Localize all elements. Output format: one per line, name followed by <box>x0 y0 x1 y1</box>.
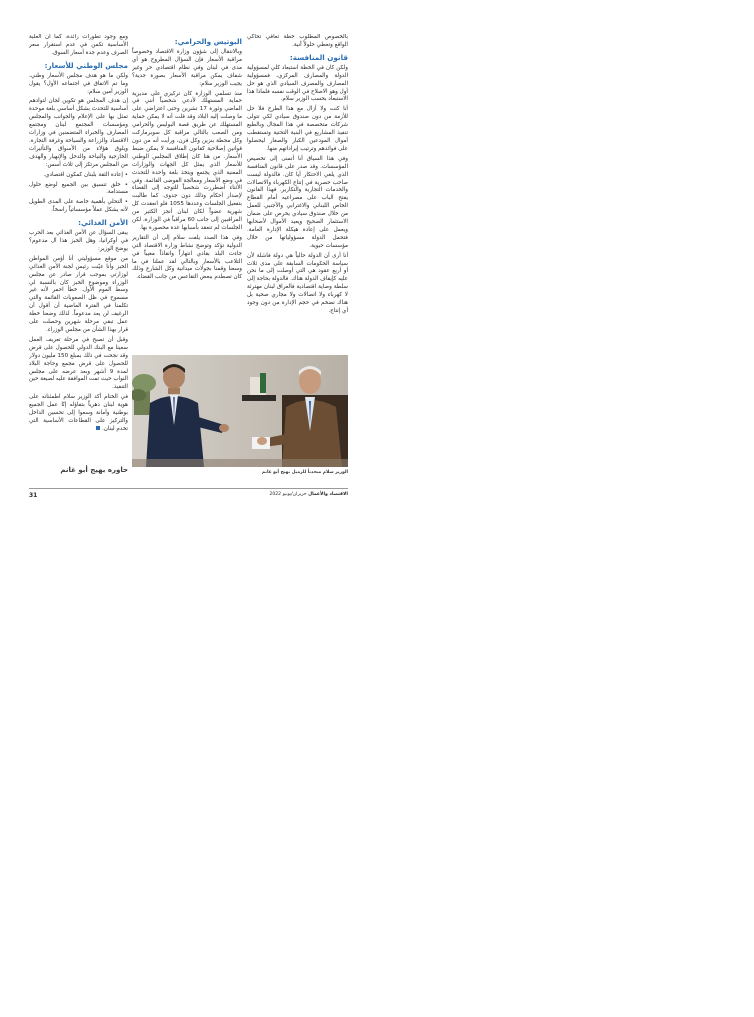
photo-caption: الوزير سلام متحدثاً للزميل بهيج أبو غانم <box>261 470 348 475</box>
paragraph: وقبل أن تصبح في مرحلة تعريف العمل سعينا مع البنك الدولي للحصول على قرض وقد نجحت في ذلك بمبلغ 150 مليون دولار للحصول على قرض مجمع وحاجة البلاد لمدة 9 أشهر وبعد عرضه على مجلس النواب حيث تمت الموافقة عليه لصيغة حين التنفيذ. <box>29 336 128 391</box>
section-heading-competition-law: قانون المنافسة: <box>289 52 348 62</box>
paragraph <box>29 394 128 434</box>
bullet-item: • إعادة الثقة بلبنان كمكون اقتصادي. <box>43 171 128 178</box>
magazine-footer <box>240 492 348 497</box>
column-intro: بالخصوص المطلوب خطة تعافي تحاكي الواقع وتعطي حلولاً آنية. <box>247 34 348 48</box>
end-mark-icon <box>96 426 100 430</box>
paragraph: وفي هذا السياق أنا أتمنى إلى تخصيص المؤسسات. وقد صدر على قانون المنافسة الذي يلغي الاحتكار أيا كان. فالدولة ليست صاحب حصرية في إنتاج الكهرباء والاتصالات والخدمات التجارية والتكارير. فهذا القانون يفتح الباب على مصراعيه أمام القطاع الخاص اللبناني والاغترابي والأجنبي للعمل من خلال صندوق سيادي يحرص على ضمان الاستثمار الصحيح ويعيد الأموال لأصحابها ويعمل على إعادة هيكلة الإدارة العامة. فتحمل الدولة مسؤولياتها من خلال مؤسسات حيوية. <box>247 155 348 249</box>
article-column-1 <box>247 34 348 329</box>
article-column-2 <box>132 34 242 349</box>
paragraph: ومع وجود تطورات رائدة، كما أن العلبة الأساسية تكمن في عدم استقرار سعر الصرف وعدم جدة أسعار السوق. <box>29 34 128 56</box>
section-heading-police-thief: البوتيس والحرامي: <box>174 37 242 46</box>
paragraph: وبالانتقال إلى شؤون وزارة الاقتصاد وخصوصاً مراقبة الأسعار فإن السؤال المطروح هو أي مدى في لبنان وفي نظام اقتصادي حر وغير شفاف يمكن مراقبة الأسعار بصورة جدية؟ يجيب الوزير سلام: <box>132 49 242 87</box>
page-number: 31 <box>29 492 38 499</box>
bullet-item: • التحلي بأهمية خاصة على المدى الطويل لأنه يشكل عملاً مؤسساتياً راسخاً. <box>29 199 128 214</box>
issue-date: حزيران/يونيو 2022 <box>269 492 307 497</box>
magazine-name: الاقتصاد والأعمال <box>308 492 348 497</box>
paragraph: إن هدف المجلس هو تكوين لجان لتوادهم أساسية للتحدث بشكل أساسي بلغة موحدة تمثل بها على الإعلام والجوانب والمجلس ومؤسسات المجتمع لبنان ومجتمع المصارف والخبراء المتضمنين في وزارات الاقتصاد والزراعة والسياحة وغرفة التجارة. ويلوق هؤلاء من الأسواق والتأثيرات الخارجية والنياحة والدخل والإنهيار والهدف من المجلس مرتكز إلى ثلاث أسس: <box>29 98 128 168</box>
section-heading-price-council: مجلس الوطني للأسعار: <box>44 60 128 70</box>
paragraph: من موقع مسؤوليتي أنا أؤمن المواطن الخبز وأنا عيّنت رئيس لجنة الأمن الغذائي لوزارتي بموجب قرار صادر عن مجلس الوزراء وموضوع الخبز كان بالنسبة لي وسط الموم الأول. خطأ احمر لأنه غير مسموح في ظل الصعوبات القائمة والتي تكلمنا في الفترة الماضية أن أقول أن الرغيف لن يعد مدعوماً. لذلك وضعنا خطة عمل تبقي مرحلة شهرين وحصلت على قرار بهذا الشأن من مجلس الوزراء. <box>29 255 128 333</box>
paragraph: يبقى السؤال عن الأمن الغذائي بعد الحرب في أوكرانيا، وهل الخبز هذا ال مدعوم؟ يوضح الوزير: <box>29 230 128 252</box>
byline: حاوره بهيج أبو غانم <box>60 466 128 474</box>
footer-divider <box>29 488 348 489</box>
paragraph: وفي هذا الصدد يلفت سلام إلى أن التقارير الدولية تؤكد وتوضح نشاط وزارة الاقتصاد التي جاءت البلد بقادي انتهاراً وانقاذاً مغيباً في التلاعب بالأسعار وبالتالي لقد عملنا في ما وسعنا وقمنا بجولات ميدانية وكل الشارع وذلك كان تصطدم ببعض التقاعس من جانب القضاء. <box>132 234 242 281</box>
bullet-item: • خلق تنسيق بين الجميع لوضع حلول مستدامة. <box>29 181 128 196</box>
paragraph: منذ تسلمي الوزارة كان تركيزي على مديرية حماية المستهلك لأدعي شخصياً أنني في الماضي وثورة 17 تشرين وحتى اعتراضي على ما وصلت إليه البلاد وقد قلت أنه لا يمكن حماية المستهلك عن طريق قصة البوليس والحرامي ومن الصعب بالتالي مراقبة كل سوبرماركت وكل محطة بنزين وكل فرن، ورأيت أنه من دون قوانين إصلاحية كقانون المنافسة لا يمكن ضبط الأسعار. من هنا كان إطلاق المجلس الوطني للأسعار الذي يمثل كل الجهات والوزارات المعنية الذي يجتمع ويتخذ بلغة واحدة للتحدث في وضع الأسعار ومعالجة الفوضى القائمة. وفي الأثناء اضطررت شخصياً للتوجه إلى القضاء لإصدار أحكام وذلك دون جدوى. كما طالبت بتفعيل الجلسات وعددها 1055 فلو انعقدت كل شهرية عضواً لكان لبنان أنجز الكثير من المراقبين إلى جانب 60 مراقباً في الوزارة، لكن الجلسات لم تنعقد بأسبابها عدة محصورة بها. <box>132 90 242 231</box>
paragraph: أنا كنت ولا أزال مع هذا الطرح فلا حل للأزمة من دون صندوق سيادي لكي تتولى شركات متخصصة في هذا المجال وبالطبع تنفيذ المشاريع في البنية التحتية وتستقطب أموال المودعين الكبار والصغار ليحصلوا على فوائدهم وترتيب إيراداتهم منها. <box>247 106 348 152</box>
section-heading-food-security: الأمن الغذائي: <box>78 218 128 228</box>
paragraph: أنا أرى أن الدولة حالياً هي دولة فاشلة لأن سياسة الحكومات السابقة على مدى ثلاث أو أربع عقود هي التي أوصلت إلى ما نحن عليه كإيقاف الدولة هناك. فالدولة بحاجة إلى سلطة وصاية اقتصادية فالعراق لبنان مهترئة لا كهرباء ولا اتصالات ولا مجاري صحية بل هناك تضخم في حجم الإدارة من دون وجود أي إنتاج. <box>247 252 348 314</box>
interview-photo <box>132 355 348 467</box>
paragraph: ولكن كان في الخطة استبعاد كلي لمسؤولية الدولة والمصارف المركزي، فمسؤولية المصارف والمصرف السيادي الذي هو حل أول وهو الاصلاح في الوقت نفسه فلماذا هذا الاستبعاد بحسب الوزير سلام. <box>247 64 348 103</box>
paragraph: ولكن ما هو هدف مجلس الأسعار وطني، وما تم الاتفاق في اجتماعه الأول؟ يقول الوزير أمين سلام: <box>29 72 128 95</box>
article-column-3 <box>29 34 128 479</box>
closing-paragraph: في الختام أكد الوزير سلام اطمئنانه على هوية لبنان دهرياً بتفاؤله إنّا عمل الجميع بوطنية وأمانة وسعوا إلى تحسين الداخل والتركيز على القطاعات الأساسية التي تخدم لبنان. <box>29 394 128 432</box>
